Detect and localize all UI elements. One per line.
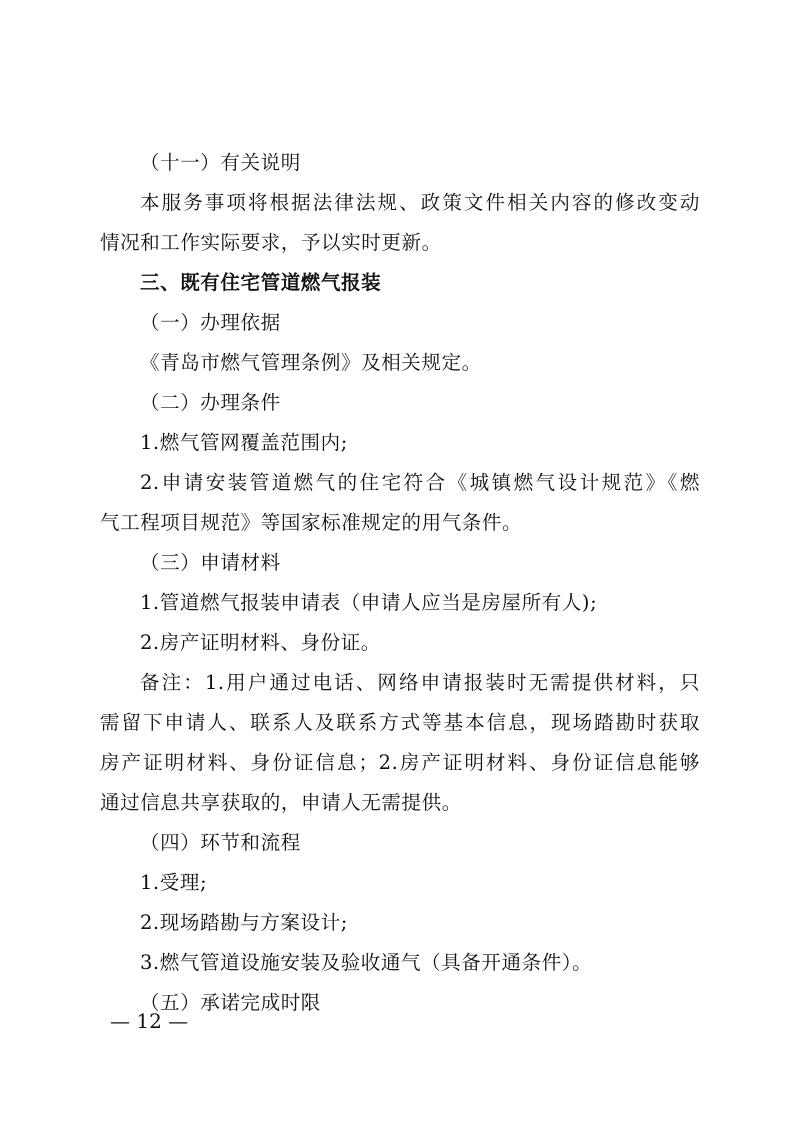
list-item: 3.燃气管道设施安装及验收通气（具备开通条件）。 (140, 951, 593, 974)
subheading-3: （三）申请材料 (140, 551, 281, 574)
paragraph-line: 《青岛市燃气管理条例》及相关规定。 (140, 351, 482, 374)
note-line: 需留下申请人、联系人及联系方式等基本信息，现场踏勘时获取 (100, 711, 700, 734)
page-number: — 12 — (110, 1009, 189, 1033)
note-line: 房产证明材料、身份证信息；2.房产证明材料、身份证信息能够 (100, 751, 700, 774)
paragraph-line: 本服务事项将根据法律法规、政策文件相关内容的修改变动 (140, 191, 700, 214)
subheading-5: （五）承诺完成时限 (140, 991, 321, 1014)
note-line: 备注：1.用户通过电话、网络申请报装时无需提供材料，只 (140, 671, 700, 694)
section-heading-11: （十一）有关说明 (140, 151, 301, 174)
subheading-4: （四）环节和流程 (140, 831, 301, 854)
note-line: 通过信息共享获取的，申请人无需提供。 (100, 791, 462, 814)
main-heading-3: 三、既有住宅管道燃气报装 (140, 271, 382, 294)
list-item: 1.燃气管网覆盖范围内; (140, 431, 348, 454)
list-item: 2.现场踏勘与方案设计; (140, 911, 348, 934)
paragraph-line: 气工程项目规范》等国家标准规定的用气条件。 (100, 511, 523, 534)
paragraph-line: 情况和工作实际要求，予以实时更新。 (100, 231, 442, 254)
list-item: 2.房产证明材料、身份证。 (140, 631, 381, 654)
list-item: 1.受理; (140, 871, 208, 894)
list-item: 1.管道燃气报装申请表（申请人应当是房屋所有人); (140, 591, 598, 614)
subheading-2: （二）办理条件 (140, 391, 281, 414)
list-item: 2.申请安装管道燃气的住宅符合《城镇燃气设计规范》《燃 (140, 471, 700, 494)
subheading-1: （一）办理依据 (140, 311, 281, 334)
